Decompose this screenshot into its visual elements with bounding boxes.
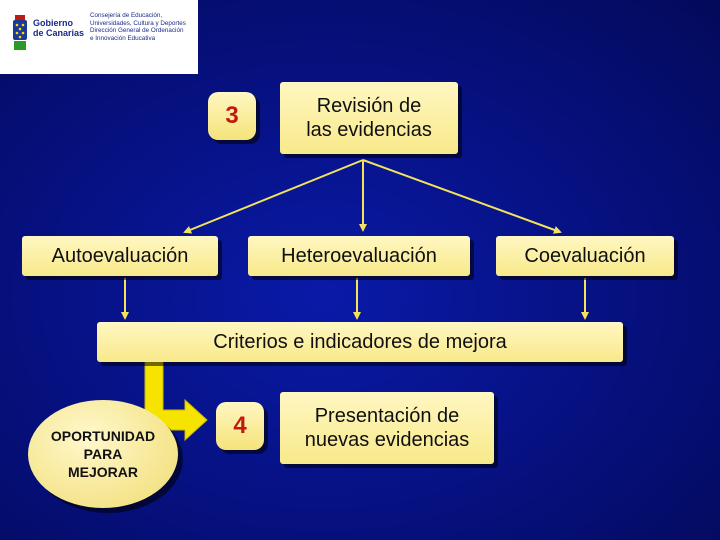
arrow-review-to-coe bbox=[363, 160, 560, 232]
hetero-assessment-label: Heteroevaluación bbox=[281, 244, 437, 267]
review-line1: Revisión de bbox=[316, 95, 422, 117]
step-4-badge bbox=[216, 402, 264, 450]
dept-line4: e Innovación Educativa bbox=[90, 34, 156, 42]
present-line2: nuevas evidencias bbox=[304, 429, 470, 451]
step-4-number: 4 bbox=[233, 412, 247, 439]
peer-assessment-box bbox=[496, 236, 674, 276]
hetero-assessment-box bbox=[248, 236, 470, 276]
opportunity-line1: OPORTUNIDAD bbox=[50, 428, 156, 444]
present-line1: Presentación de bbox=[314, 405, 460, 427]
review-line2: las evidencias bbox=[306, 119, 432, 141]
new-evidence-box bbox=[280, 392, 494, 464]
step-3-badge bbox=[208, 92, 256, 140]
peer-assessment-label: Coevaluación bbox=[524, 244, 646, 267]
gov-line2: de Canarias bbox=[33, 28, 85, 38]
opportunity-oval bbox=[28, 400, 178, 508]
arrow-review-to-auto bbox=[185, 160, 363, 232]
criteria-label: Criterios e indicadores de mejora bbox=[213, 330, 507, 353]
criteria-box bbox=[97, 322, 623, 362]
opportunity-line2: PARA bbox=[83, 446, 123, 462]
dept-line1: Consejería de Educación, bbox=[90, 12, 163, 19]
dept-line3: Dirección General de Ordenación bbox=[90, 27, 184, 35]
opportunity-line3: MEJORAR bbox=[67, 464, 138, 480]
review-evidence-box bbox=[280, 82, 458, 154]
self-assessment-label: Autoevaluación bbox=[51, 244, 189, 267]
gov-line1: Gobierno bbox=[33, 18, 73, 28]
self-assessment-box bbox=[22, 236, 218, 276]
step-3-number: 3 bbox=[225, 102, 239, 129]
dept-line2: Universidades, Cultura y Deportes bbox=[90, 19, 186, 27]
